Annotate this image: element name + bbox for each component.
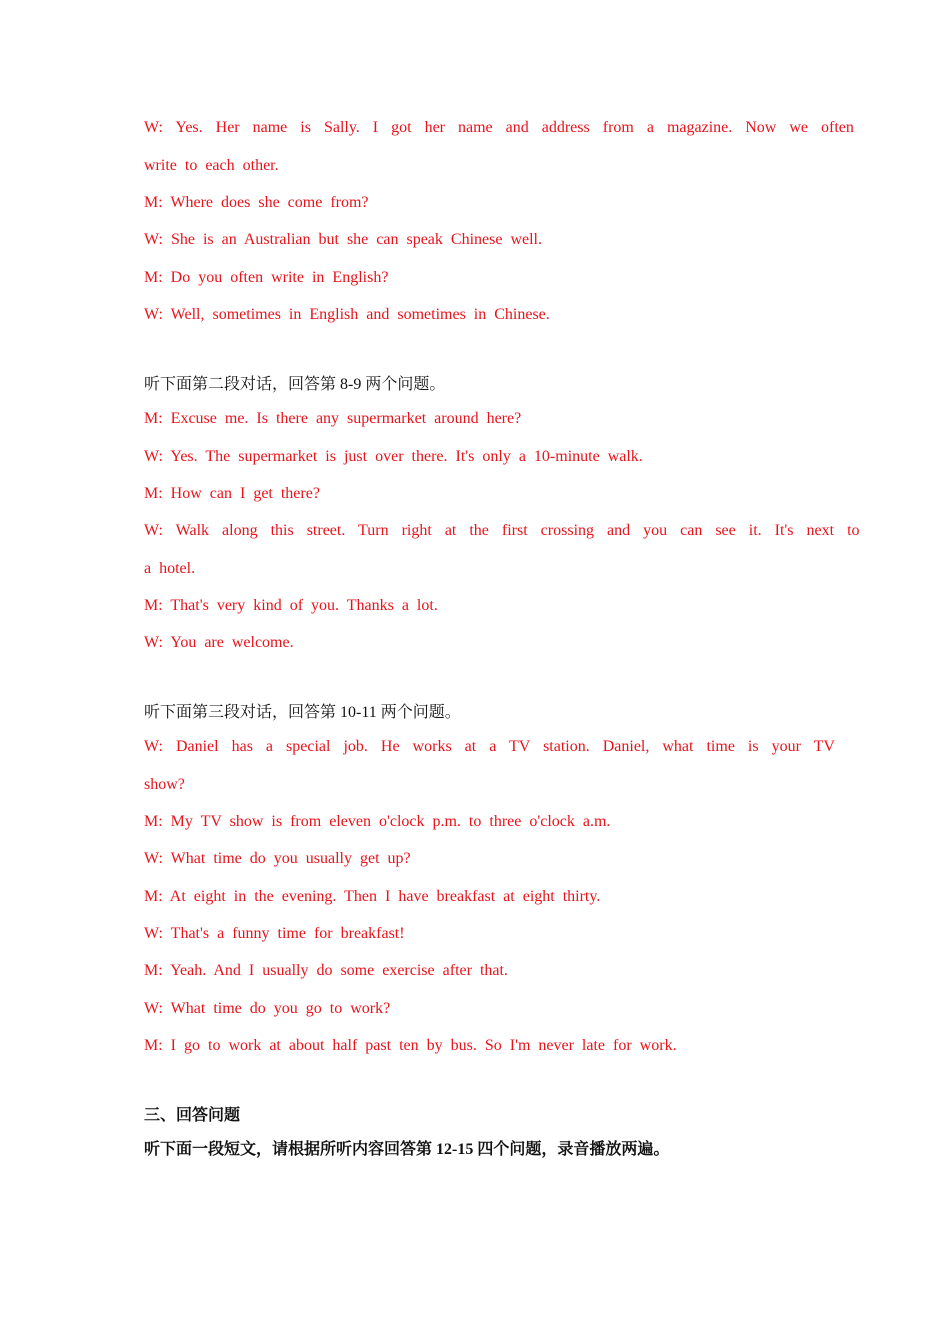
dialogue2-line-5: a hotel. xyxy=(144,560,196,577)
dialogue2-line-1: M: Excuse me. Is there any supermarket around here? xyxy=(144,410,522,427)
dialogue2-intro: 听下面第二段对话，回答第 8-9 两个问题。 xyxy=(144,376,446,393)
dialogue2-line-4: W: Walk along this street. Turn right at the first crossing and you can see it. It's next to xyxy=(144,522,860,539)
dialogue2-line-6: M: That's very kind of you. Thanks a lot. xyxy=(144,597,438,614)
dialogue2-line-7: W: You are welcome. xyxy=(144,634,294,651)
dialogue3-line-9: M: I go to work at about half past ten by bus. So I'm never late for work. xyxy=(144,1037,677,1054)
dialogue1-line-2: write to each other. xyxy=(144,157,279,174)
dialogue3-intro: 听下面第三段对话，回答第 10-11 两个问题。 xyxy=(144,704,461,721)
section3-title: 三、回答问题 xyxy=(144,1107,241,1124)
dialogue1-line-3: M: Where does she come from? xyxy=(144,194,369,211)
dialogue2-line-3: M: How can I get there? xyxy=(144,485,320,502)
dialogue3-line-4: W: What time do you usually get up? xyxy=(144,850,411,867)
dialogue3-line-8: W: What time do you go to work? xyxy=(144,1000,391,1017)
dialogue3-line-7: M: Yeah. And I usually do some exercise after that. xyxy=(144,962,508,979)
section3-instruction: 听下面一段短文，请根据所听内容回答第 12-15 四个问题，录音播放两遍。 xyxy=(144,1141,670,1158)
dialogue3-line-1: W: Daniel has a special job. He works at a TV station. Daniel, what time is your TV xyxy=(144,738,835,755)
dialogue1-line-6: W: Well, sometimes in English and sometimes in Chinese. xyxy=(144,306,550,323)
dialogue3-line-6: W: That's a funny time for breakfast! xyxy=(144,925,405,942)
dialogue3-line-3: M: My TV show is from eleven o'clock p.m. to three o'clock a.m. xyxy=(144,813,611,830)
dialogue1-line-4: W: She is an Australian but she can speak Chinese well. xyxy=(144,231,542,248)
dialogue1-line-5: M: Do you often write in English? xyxy=(144,269,389,286)
dialogue3-line-5: M: At eight in the evening. Then I have breakfast at eight thirty. xyxy=(144,888,601,905)
dialogue3-line-2: show? xyxy=(144,776,185,793)
dialogue1-line-1: W: Yes. Her name is Sally. I got her name and address from a magazine. Now we often xyxy=(144,119,854,136)
dialogue2-line-2: W: Yes. The supermarket is just over there. It's only a 10-minute walk. xyxy=(144,448,643,465)
